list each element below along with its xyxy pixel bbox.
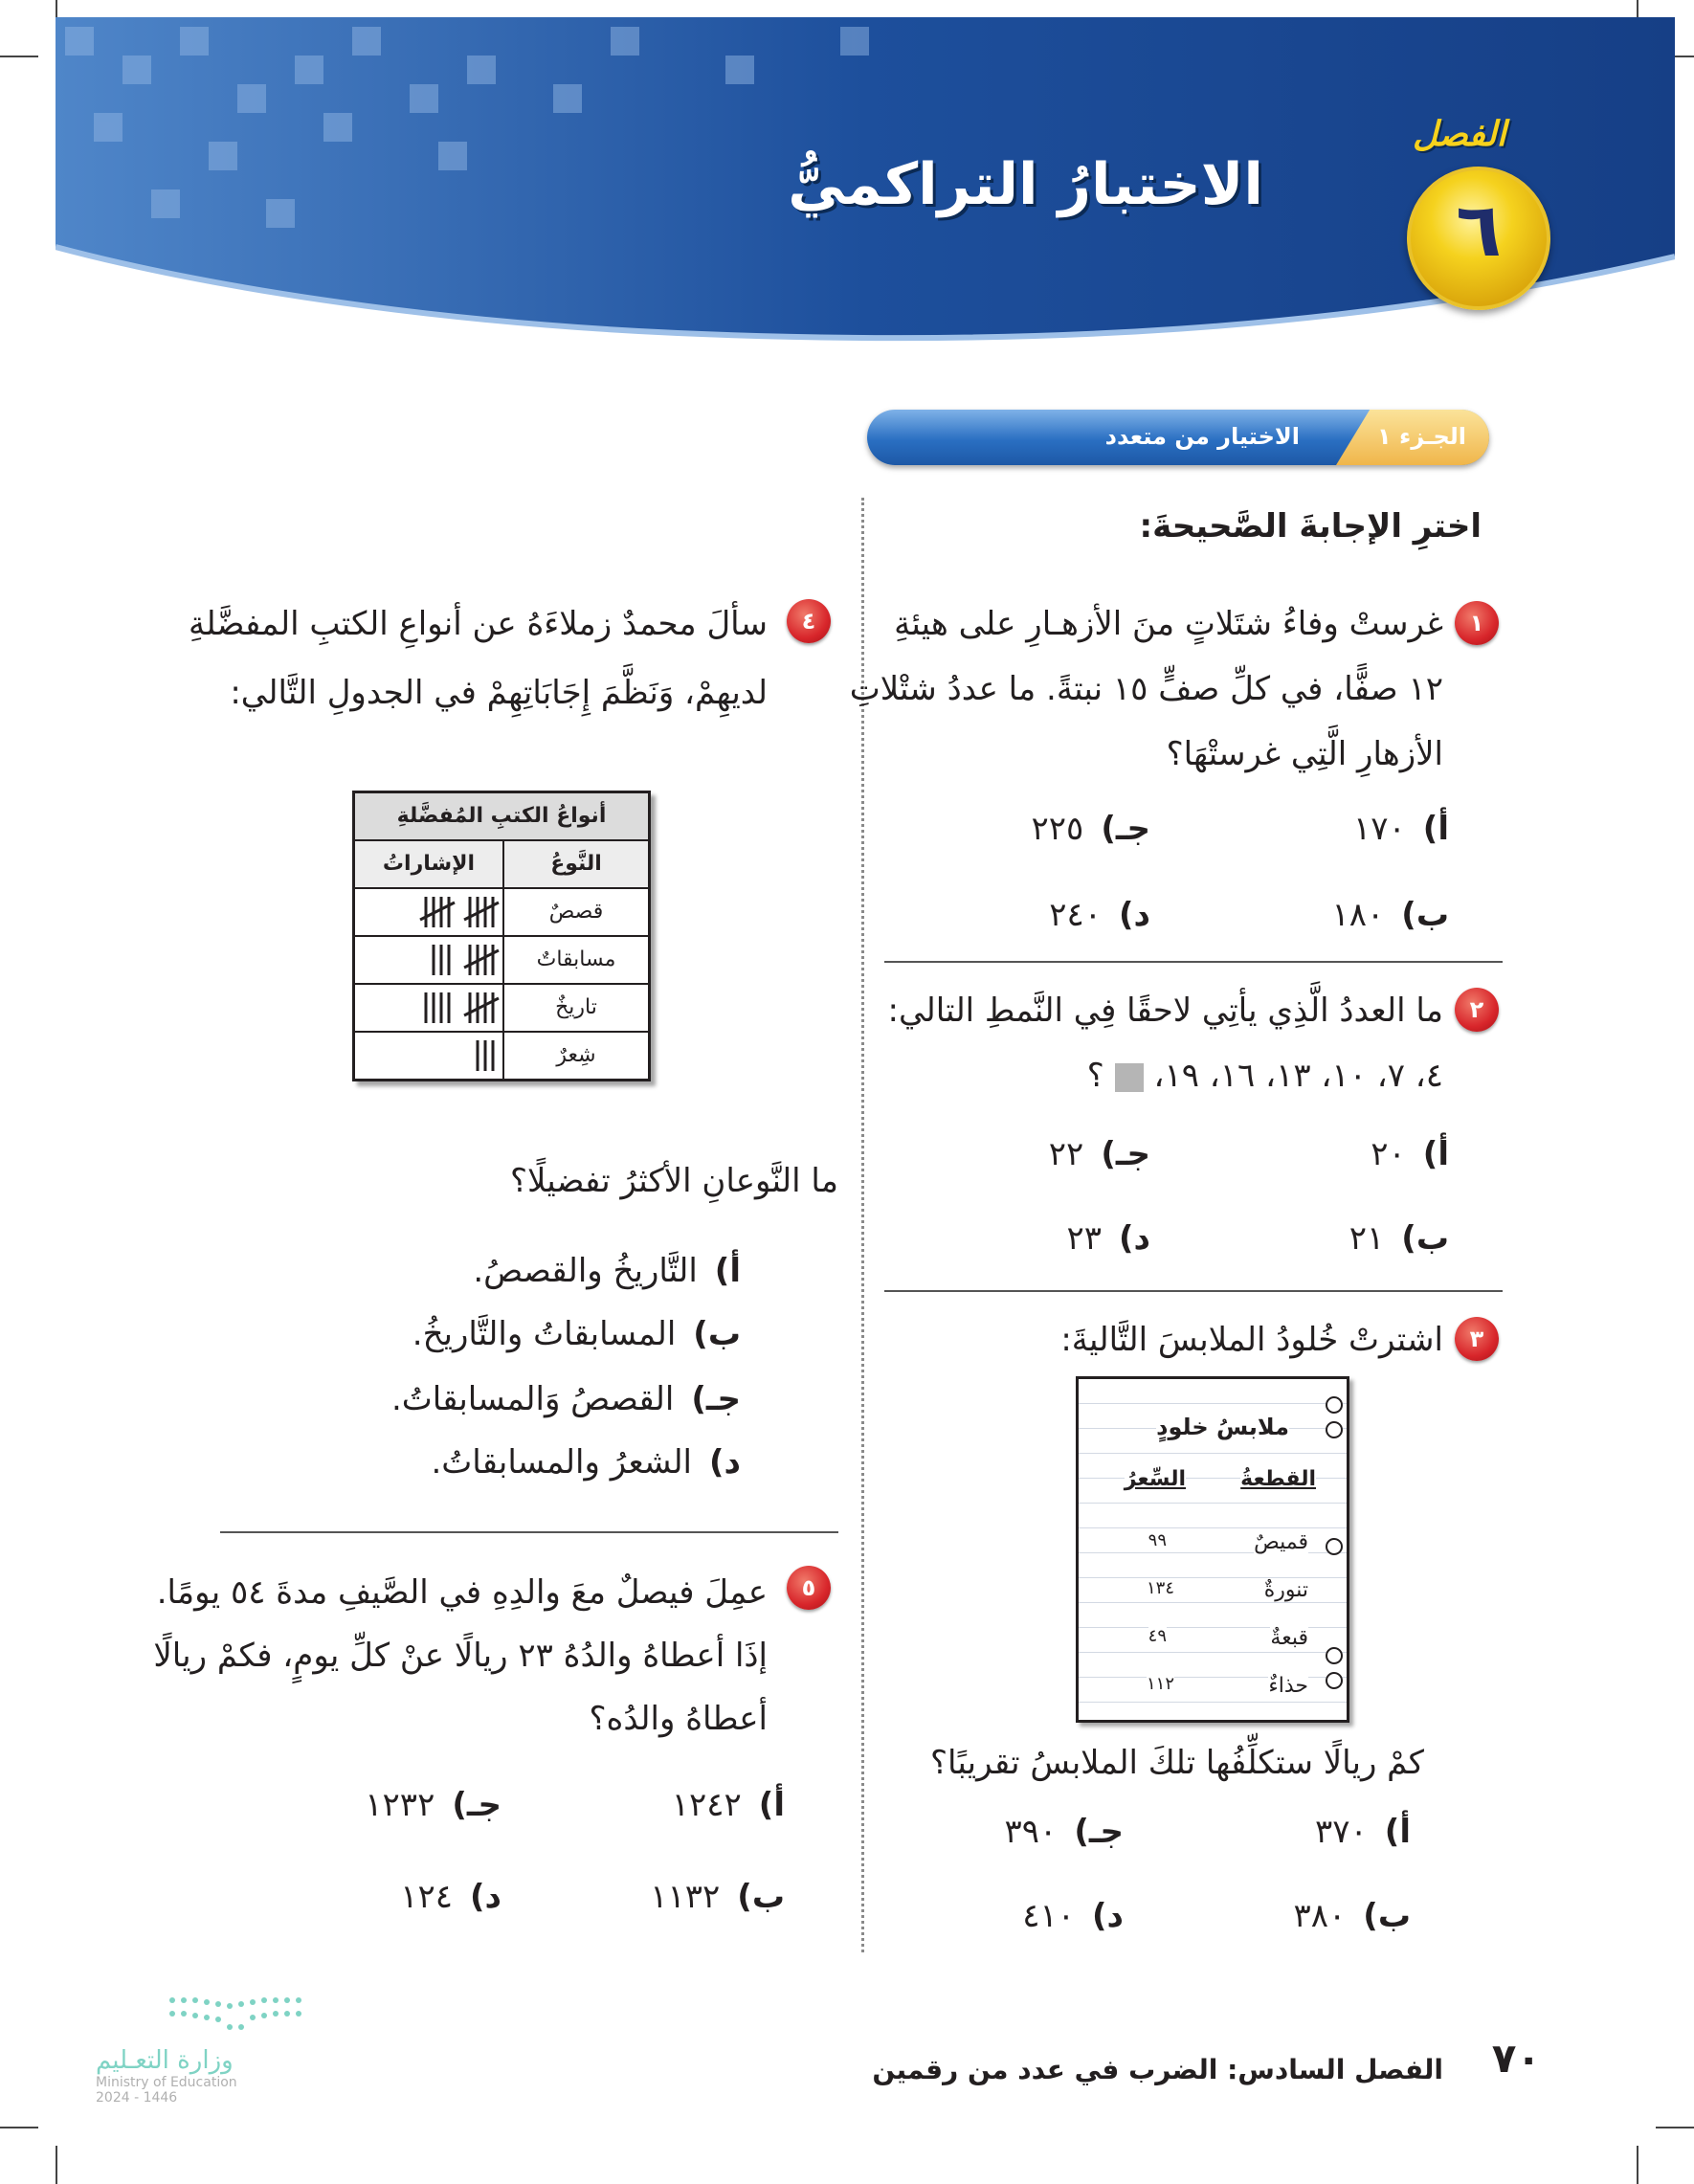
q2-pattern-end: ؟: [1086, 1057, 1104, 1095]
q2-option-a[interactable]: [1371, 1135, 1449, 1173]
note-item: قبعةٌ: [1270, 1626, 1308, 1650]
option-label: ب): [1401, 1219, 1449, 1258]
question-number-2: ٢: [1455, 988, 1499, 1032]
q3-option-b[interactable]: [1293, 1897, 1411, 1935]
separator: [884, 961, 1503, 963]
q5-line-3: أعطاهُ والدُه؟: [589, 1700, 768, 1738]
table-row: [355, 887, 648, 935]
note-item: حذاءٌ: [1268, 1674, 1308, 1698]
option-value: ١٧٠: [1353, 810, 1406, 848]
option-value: ٢٣: [1066, 1219, 1102, 1258]
q2-pattern: ٤، ٧، ١٠، ١٣، ١٦، ١٩،: [1153, 1057, 1443, 1095]
option-label: أ): [1422, 810, 1449, 848]
option-text: الشعرُ والمسابقاتُ.: [431, 1443, 692, 1482]
ministry-dots-icon: [96, 1991, 316, 2039]
q5-option-d[interactable]: [400, 1878, 502, 1916]
q5-option-b[interactable]: [650, 1878, 785, 1916]
option-value: ٤١٠: [1022, 1897, 1075, 1935]
footer-chapter-title: الضرب في عدد من رقمين: [872, 2054, 1218, 2085]
option-value: ٢٢: [1048, 1135, 1084, 1173]
option-value: ١٢٤٢: [671, 1786, 742, 1824]
option-value: ٣٨٠: [1293, 1897, 1347, 1935]
chapter-number: ٦: [1456, 188, 1502, 274]
note-item: تنورةٌ: [1263, 1578, 1308, 1602]
q4-option-d[interactable]: [431, 1443, 741, 1482]
chapter-word: الفصل: [1413, 115, 1506, 154]
option-label: ب): [737, 1878, 785, 1916]
option-label: د): [1119, 896, 1150, 934]
tally-marks: [355, 985, 502, 1031]
option-label: د): [470, 1878, 502, 1916]
question-number-1: ١: [1455, 601, 1499, 645]
q1-line-2: ١٢ صفًّا، في كلِّ صفٍّ ١٥ نبتةً. ما عددُ شتْلاتِ: [849, 670, 1443, 708]
separator: [220, 1531, 838, 1533]
option-label: ب): [1401, 896, 1449, 934]
instruction: اخترِ الإجابةَ الصَّحيحةَ:: [1139, 507, 1482, 546]
q3-line-1: اشترتْ خُلودُ الملابسَ التَّاليةَ:: [1060, 1321, 1443, 1359]
q1-line-3: الأزهارِ الَّتِي غرستْهَا؟: [1166, 735, 1443, 773]
chapter-header: [56, 17, 1675, 343]
question-number-4: ٤: [787, 599, 831, 643]
tally-marks: [355, 937, 502, 983]
option-value: ٢١: [1349, 1219, 1385, 1258]
q4-question: ما النَّوعانِ الأكثرُ تفضيلًا؟: [509, 1162, 838, 1200]
ministry-year: 2024 - 1446: [96, 2090, 178, 2106]
tally-marks: [355, 1033, 502, 1079]
separator: [884, 1290, 1503, 1292]
option-label: د): [1092, 1897, 1124, 1935]
note-price: ١٣٤: [1146, 1578, 1174, 1598]
q5-option-c[interactable]: [365, 1786, 502, 1824]
q1-option-d[interactable]: [1049, 896, 1150, 934]
option-label: د): [1119, 1219, 1150, 1258]
col-type: النَّوعُ: [502, 841, 648, 887]
missing-term-box: [1115, 1063, 1144, 1092]
q3-option-d[interactable]: [1022, 1897, 1124, 1935]
page-number: ٧٠: [1491, 2035, 1541, 2082]
option-value: ٣٧٠: [1315, 1813, 1368, 1851]
option-value: ٢٢٥: [1031, 810, 1084, 848]
option-label: جـ): [1074, 1813, 1124, 1851]
row-type: شِعرٌ: [502, 1033, 648, 1079]
row-type: مسابقاتٌ: [502, 937, 648, 983]
ring-hole: [1326, 1396, 1343, 1414]
q5-line-2: إذَا أعطاهُ والدُهُ ٢٣ ريالًا عنْ كلِّ يومٍ، فكمْ ريالًا: [153, 1637, 768, 1675]
option-label: جـ): [1101, 1135, 1150, 1173]
ministry-name-ar: وزارة التعـليم: [96, 2046, 234, 2075]
table-row: [355, 983, 648, 1031]
note-price: ٩٩: [1148, 1530, 1167, 1550]
option-value: ٣٩٠: [1004, 1813, 1058, 1851]
part-label: الجـزء ١: [1377, 423, 1466, 450]
footer-chapter-label: الفصل السادس:: [1227, 2054, 1443, 2085]
q4-line-2: لديهِمْ، وَنَظَّمَ إِجَابَاتِهِمْ في الجدولِ التَّالي:: [230, 674, 768, 712]
ministry-name-en: Ministry of Education: [96, 2075, 237, 2090]
option-text: التَّاريخُ والقصصُ.: [473, 1252, 698, 1290]
clothes-notebook: [1076, 1376, 1349, 1723]
q3-option-a[interactable]: [1315, 1813, 1411, 1851]
row-type: تاريخٌ: [502, 985, 648, 1031]
option-label: جـ): [1101, 810, 1150, 848]
note-col-price: السِّعرُ: [1124, 1467, 1186, 1491]
chapter-badge: [1407, 167, 1550, 310]
question-number-3: ٣: [1455, 1317, 1499, 1361]
page-title: الاختبارُ التراكميُّ: [788, 151, 1263, 218]
option-value: ١١٣٢: [650, 1878, 721, 1916]
option-label: ب): [693, 1315, 741, 1353]
ministry-logo: [96, 1991, 316, 2125]
option-value: ١٨٠: [1331, 896, 1385, 934]
q3-option-c[interactable]: [1005, 1813, 1124, 1851]
q2-line-1: ما العددُ الَّذِي يأتِي لاحقًا فِي النَّمطِ التالي:: [887, 992, 1443, 1030]
option-text: المسابقاتُ والتَّاريخُ.: [412, 1315, 677, 1353]
note-title: ملابسُ خلودٍ: [1156, 1414, 1289, 1440]
row-type: قصصٌ: [502, 889, 648, 935]
note-item: قميصٌ: [1254, 1530, 1308, 1554]
q3-question: كمْ ريالًا ستكلِّفُها تلكَ الملابسُ تقريبًا؟: [930, 1744, 1424, 1782]
q1-line-1: غرستْ وفاءُ شتَلاتٍ منَ الأزهـارِ على هيئةِ: [894, 605, 1443, 643]
option-label: د): [709, 1443, 741, 1482]
table-title: أنواعُ الكتبِ المُفضَّلةِ: [355, 793, 648, 839]
q1-option-c[interactable]: [1032, 810, 1150, 848]
question-number-5: ٥: [787, 1566, 831, 1610]
ring-hole: [1326, 1538, 1343, 1555]
note-price: ٤٩: [1148, 1626, 1167, 1646]
table-row: [355, 935, 648, 983]
table-row: [355, 1031, 648, 1079]
option-label: ب): [1363, 1897, 1411, 1935]
q2-option-c[interactable]: [1049, 1135, 1150, 1173]
option-text: القصصُ وَالمسابقاتُ.: [390, 1380, 675, 1418]
table-header-row: [355, 839, 648, 887]
q2-pattern-line: [1087, 1043, 1443, 1108]
option-label: أ): [714, 1252, 741, 1290]
part-bar: [867, 410, 1489, 465]
q4-option-a[interactable]: [473, 1252, 741, 1290]
q5-option-a[interactable]: [672, 1786, 785, 1824]
note-col-item: القطعةُ: [1240, 1467, 1316, 1491]
q5-line-1: عمِلَ فيصلٌ معَ والدِهِ في الصَّيفِ مدةَ ٥٤ يومًا.: [156, 1573, 768, 1612]
ring-hole: [1326, 1647, 1343, 1664]
option-value: ١٢٤: [400, 1878, 453, 1916]
ring-hole: [1326, 1421, 1343, 1438]
option-label: أ): [758, 1786, 785, 1824]
footer-chapter: [872, 2054, 1443, 2085]
option-label: جـ): [452, 1786, 502, 1824]
q1-option-b[interactable]: [1331, 896, 1449, 934]
option-label: أ): [1384, 1813, 1411, 1851]
option-value: ٢٠: [1371, 1135, 1406, 1173]
option-label: أ): [1422, 1135, 1449, 1173]
note-price: ١١٢: [1146, 1674, 1174, 1694]
q4-line-1: سألَ محمدٌ زملاءَهُ عن أنواعِ الكتبِ المفضَّلةِ: [188, 605, 768, 643]
option-label: جـ): [691, 1380, 741, 1418]
q2-option-d[interactable]: [1066, 1219, 1150, 1258]
col-tally: الإشاراتُ: [382, 852, 476, 876]
option-value: ٢٤٠: [1049, 896, 1102, 934]
favorite-books-table: [352, 791, 651, 1081]
q1-option-a[interactable]: [1353, 810, 1449, 848]
ring-hole: [1326, 1672, 1343, 1689]
q4-option-c[interactable]: [391, 1380, 741, 1418]
q2-option-b[interactable]: [1349, 1219, 1449, 1258]
option-value: ١٢٣٢: [365, 1786, 435, 1824]
section-label: الاختيار من متعدد: [1104, 423, 1300, 450]
q4-option-b[interactable]: [412, 1315, 741, 1353]
tally-marks: [355, 889, 502, 935]
